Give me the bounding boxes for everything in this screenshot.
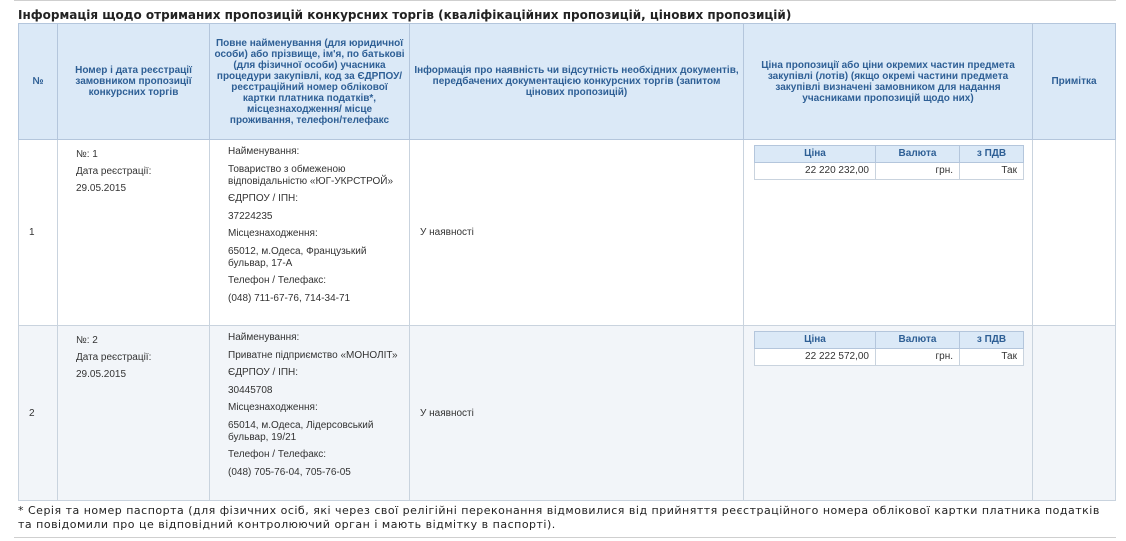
registration-cell: [58, 326, 210, 501]
location-value: 65014, м.Одеса, Лідерсовський бульвар, 19/21: [228, 420, 374, 443]
row-index: 1: [19, 140, 58, 326]
participant-cell: [210, 140, 410, 326]
currency-header: Валюта: [876, 146, 960, 163]
currency-header: Валюта: [876, 332, 960, 349]
vat-header: з ПДВ: [960, 332, 1024, 349]
registration-number: №: 2: [76, 335, 98, 346]
currency-value: грн.: [876, 349, 960, 366]
table-header-row: [19, 24, 1116, 140]
phone-value: (048) 705-76-04, 705-76-05: [228, 467, 351, 478]
header-registration: Номер і дата реєстрації замовником пропозиції конкурсних торгів: [58, 24, 210, 140]
top-divider: [14, 0, 1116, 5]
phone-label: Телефон / Телефакс:: [228, 449, 327, 460]
price-header: Ціна: [755, 146, 876, 163]
table-row: [19, 326, 1116, 501]
phone-label: Телефон / Телефакс:: [228, 275, 327, 286]
price-header: Ціна: [755, 332, 876, 349]
header-num: №: [19, 24, 58, 140]
location-value: 65012, м.Одеса, Французький бульвар, 17-А: [228, 246, 367, 269]
location-label: Місцезнаходження:: [228, 402, 318, 413]
section-title: Інформація щодо отриманих пропозицій конкурсних торгів (кваліфікаційних пропозицій, цінових пропозицій): [18, 8, 792, 22]
price-table: [754, 331, 1024, 366]
location-label: Місцезнаходження:: [228, 228, 318, 239]
documents-status: У наявності: [410, 140, 744, 326]
footnote: * Серія та номер паспорта (для фізичних осіб, які через свої релігійні переконання відмовилися від прийняття реєстраційного номера облікової картки платника податків та повідомили про це відповідний контролюючий орган і мають відмітку в паспорті).: [18, 504, 1100, 531]
vat-value: Так: [960, 163, 1024, 180]
name-label: Найменування:: [228, 332, 300, 343]
note-cell: [1033, 140, 1116, 326]
name-label: Найменування:: [228, 146, 300, 157]
currency-value: грн.: [876, 163, 960, 180]
registration-date: 29.05.2015: [76, 369, 127, 380]
header-price: Ціна пропозиції або ціни окремих частин предмета закупівлі (лотів) (якщо окремі частини предмета закупівлі визначені замовником для надання учасниками пропозицій щодо них): [744, 24, 1033, 140]
row-index: 2: [19, 326, 58, 501]
phone-value: (048) 711-67-76, 714-34-71: [228, 293, 351, 304]
participant-name: Приватне підприємство «МОНОЛІТ»: [228, 350, 398, 361]
participant-name: Товариство з обмеженою відповідальністю «ЮГ-УКРСТРОЙ»: [228, 164, 394, 187]
vat-header: з ПДВ: [960, 146, 1024, 163]
registration-cell: [58, 140, 210, 326]
proposals-table: [18, 23, 1116, 501]
note-cell: [1033, 326, 1116, 501]
registration-date-label: Дата реєстрації:: [76, 352, 152, 363]
price-value: 22 222 572,00: [755, 349, 876, 366]
table-row: [19, 140, 1116, 326]
edrpou-value: 37224235: [228, 211, 273, 222]
price-cell: [744, 140, 1033, 326]
price-cell: [744, 326, 1033, 501]
price-table: [754, 145, 1024, 180]
registration-number: №: 1: [76, 149, 98, 160]
header-documents: Інформація про наявність чи відсутність необхідних документів, передбачених документацією конкурсних торгів (запитом цінових пропозицій): [410, 24, 744, 140]
edrpou-label: ЄДРПОУ / ІПН:: [228, 193, 299, 204]
bottom-divider: [14, 537, 1116, 538]
price-value: 22 220 232,00: [755, 163, 876, 180]
participant-cell: [210, 326, 410, 501]
header-participant: Повне найменування (для юридичної особи) або прізвище, ім'я, по батькові (для фізичної особи) учасника процедури закупівлі, код за ЄДРПОУ/ реєстраційний номер облікової картки платника податків*, місцезнаходження/ місце проживання, телефон/телефакс: [210, 24, 410, 140]
edrpou-label: ЄДРПОУ / ІПН:: [228, 367, 299, 378]
registration-date-label: Дата реєстрації:: [76, 166, 152, 177]
edrpou-value: 30445708: [228, 385, 273, 396]
documents-status: У наявності: [410, 326, 744, 501]
vat-value: Так: [960, 349, 1024, 366]
header-note: Примітка: [1033, 24, 1116, 140]
registration-date: 29.05.2015: [76, 183, 127, 194]
